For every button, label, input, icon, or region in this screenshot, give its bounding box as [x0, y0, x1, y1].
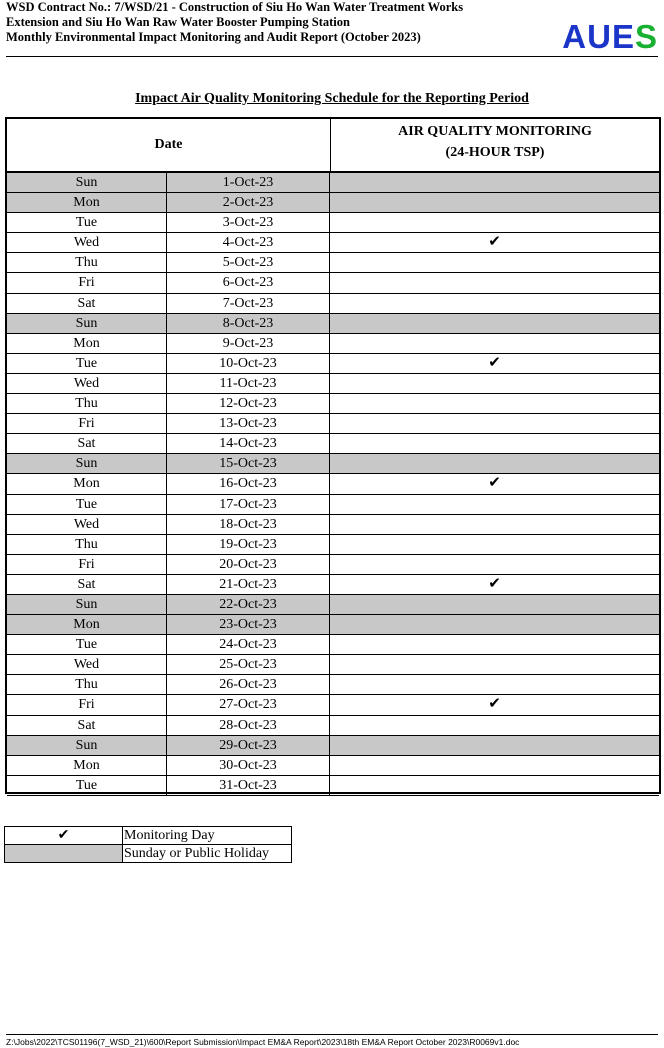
table-row [7, 736, 659, 756]
date-cell: 21-Oct-23 [167, 575, 330, 594]
column-header-air-quality-title: AIR QUALITY MONITORING [398, 124, 592, 139]
column-header-air-quality-subtitle: (24-HOUR TSP) [445, 145, 545, 160]
date-cell: 6-Oct-23 [167, 273, 330, 292]
table-row [7, 756, 659, 776]
monitoring-cell [330, 414, 659, 433]
document-header [6, 0, 656, 45]
date-cell: 9-Oct-23 [167, 334, 330, 353]
day-cell: Thu [7, 253, 167, 272]
monitoring-cell [330, 394, 659, 413]
day-cell: Tue [7, 776, 167, 795]
table-row [7, 635, 659, 655]
monitoring-cell [330, 555, 659, 574]
logo-letter-a: A [562, 18, 588, 55]
legend-row-holiday [5, 845, 291, 863]
date-cell: 7-Oct-23 [167, 294, 330, 313]
checkmark-icon: ✔ [488, 575, 501, 592]
date-cell: 11-Oct-23 [167, 374, 330, 393]
monitoring-cell [330, 273, 659, 292]
monitoring-cell [330, 675, 659, 694]
monitoring-cell [330, 213, 659, 232]
date-cell: 2-Oct-23 [167, 193, 330, 212]
table-row [7, 655, 659, 675]
table-row [7, 233, 659, 253]
date-cell: 30-Oct-23 [167, 756, 330, 775]
day-cell: Mon [7, 474, 167, 493]
table-row [7, 334, 659, 354]
date-cell: 27-Oct-23 [167, 695, 330, 714]
day-cell: Mon [7, 756, 167, 775]
date-cell: 24-Oct-23 [167, 635, 330, 654]
logo-letter-u: U [587, 18, 612, 55]
table-row [7, 434, 659, 454]
footer-file-path: Z:\Jobs\2022\TCS01196(7_WSD_21)\600\Report Submission\Impact EM&A Report\2023\18th EM&A Report October 2023\R0069v1.doc [6, 1037, 520, 1047]
day-cell: Mon [7, 193, 167, 212]
monitoring-cell [330, 294, 659, 313]
table-row [7, 575, 659, 595]
table-row [7, 213, 659, 233]
day-cell: Wed [7, 233, 167, 252]
table-row [7, 294, 659, 314]
day-cell: Sat [7, 294, 167, 313]
date-cell: 20-Oct-23 [167, 555, 330, 574]
table-row [7, 776, 659, 796]
day-cell: Fri [7, 414, 167, 433]
table-row [7, 595, 659, 615]
date-cell: 26-Oct-23 [167, 675, 330, 694]
day-cell: Wed [7, 374, 167, 393]
table-row [7, 495, 659, 515]
day-cell: Wed [7, 515, 167, 534]
table-row [7, 354, 659, 374]
day-cell: Tue [7, 213, 167, 232]
shade-swatch [5, 845, 123, 862]
day-cell: Fri [7, 273, 167, 292]
table-row [7, 535, 659, 555]
legend-holiday-label: Sunday or Public Holiday [124, 846, 270, 861]
day-cell: Thu [7, 394, 167, 413]
day-cell: Thu [7, 675, 167, 694]
header-report-line: Monthly Environmental Impact Monitoring and Audit Report (October 2023) [6, 30, 421, 44]
monitoring-cell [330, 655, 659, 674]
monitoring-cell [330, 515, 659, 534]
table-row [7, 675, 659, 695]
date-cell: 31-Oct-23 [167, 776, 330, 795]
day-cell: Sat [7, 575, 167, 594]
date-cell: 17-Oct-23 [167, 495, 330, 514]
monitoring-cell [330, 716, 659, 735]
table-body [7, 173, 659, 796]
header-project-line: Extension and Siu Ho Wan Raw Water Booster Pumping Station [6, 15, 350, 29]
date-cell: 12-Oct-23 [167, 394, 330, 413]
column-header-date: Date [154, 137, 183, 152]
logo-letter-s: S [634, 18, 658, 55]
date-cell: 3-Oct-23 [167, 213, 330, 232]
date-cell: 4-Oct-23 [167, 233, 330, 252]
footer-divider [6, 1034, 658, 1035]
date-cell: 13-Oct-23 [167, 414, 330, 433]
date-cell: 16-Oct-23 [167, 474, 330, 493]
monitoring-cell [330, 374, 659, 393]
table-row [7, 253, 659, 273]
legend-monitoring-label: Monitoring Day [124, 828, 215, 843]
monitoring-cell [330, 434, 659, 453]
monitoring-cell [330, 756, 659, 775]
date-cell: 10-Oct-23 [167, 354, 330, 373]
column-header-air-quality [330, 119, 659, 171]
table-row [7, 414, 659, 434]
legend-row-monitoring [5, 827, 291, 845]
header-divider [6, 56, 658, 57]
monitoring-cell [330, 635, 659, 654]
table-row [7, 454, 659, 474]
day-cell: Wed [7, 655, 167, 674]
day-cell: Fri [7, 555, 167, 574]
date-cell: 28-Oct-23 [167, 716, 330, 735]
date-cell: 8-Oct-23 [167, 314, 330, 333]
table-row [7, 615, 659, 635]
table-row [7, 173, 659, 193]
day-cell: Tue [7, 635, 167, 654]
date-cell: 23-Oct-23 [167, 615, 330, 634]
day-cell: Sun [7, 454, 167, 473]
day-cell: Sat [7, 434, 167, 453]
table-header [7, 119, 659, 173]
legend [4, 826, 292, 863]
table-row [7, 515, 659, 535]
date-cell: 29-Oct-23 [167, 736, 330, 755]
date-cell: 5-Oct-23 [167, 253, 330, 272]
monitoring-cell [330, 595, 659, 614]
day-cell: Tue [7, 354, 167, 373]
monitoring-cell [330, 736, 659, 755]
table-row [7, 695, 659, 715]
table-row [7, 394, 659, 414]
table-row [7, 716, 659, 736]
day-cell: Fri [7, 695, 167, 714]
aues-logo [562, 20, 658, 54]
day-cell: Sun [7, 736, 167, 755]
checkmark-icon: ✔ [5, 827, 123, 844]
table-row [7, 273, 659, 293]
date-cell: 18-Oct-23 [167, 515, 330, 534]
monitoring-cell [330, 495, 659, 514]
monitoring-cell [330, 535, 659, 554]
date-cell: 14-Oct-23 [167, 434, 330, 453]
day-cell: Thu [7, 535, 167, 554]
table-row [7, 555, 659, 575]
monitoring-cell [330, 193, 659, 212]
date-cell: 22-Oct-23 [167, 595, 330, 614]
checkmark-icon: ✔ [488, 475, 501, 492]
day-cell: Mon [7, 334, 167, 353]
monitoring-cell [330, 776, 659, 795]
checkmark-icon: ✔ [488, 354, 501, 371]
day-cell: Tue [7, 495, 167, 514]
day-cell: Sun [7, 314, 167, 333]
table-row [7, 374, 659, 394]
table-row [7, 193, 659, 213]
day-cell: Sun [7, 173, 167, 192]
logo-letter-e: E [611, 18, 635, 55]
checkmark-icon: ✔ [488, 696, 501, 713]
day-cell: Sat [7, 716, 167, 735]
table-row [7, 474, 659, 494]
date-cell: 15-Oct-23 [167, 454, 330, 473]
monitoring-cell [330, 334, 659, 353]
date-cell: 1-Oct-23 [167, 173, 330, 192]
monitoring-cell [330, 253, 659, 272]
monitoring-cell [330, 454, 659, 473]
monitoring-cell [330, 314, 659, 333]
date-cell: 19-Oct-23 [167, 535, 330, 554]
header-contract-line: WSD Contract No.: 7/WSD/21 - Construction of Siu Ho Wan Water Treatment Works [6, 0, 464, 14]
monitoring-cell [330, 173, 659, 192]
table-title: Impact Air Quality Monitoring Schedule for the Reporting Period [135, 91, 529, 106]
schedule-table [5, 117, 661, 794]
table-row [7, 314, 659, 334]
day-cell: Mon [7, 615, 167, 634]
day-cell: Sun [7, 595, 167, 614]
date-cell: 25-Oct-23 [167, 655, 330, 674]
checkmark-icon: ✔ [488, 234, 501, 251]
monitoring-cell [330, 615, 659, 634]
